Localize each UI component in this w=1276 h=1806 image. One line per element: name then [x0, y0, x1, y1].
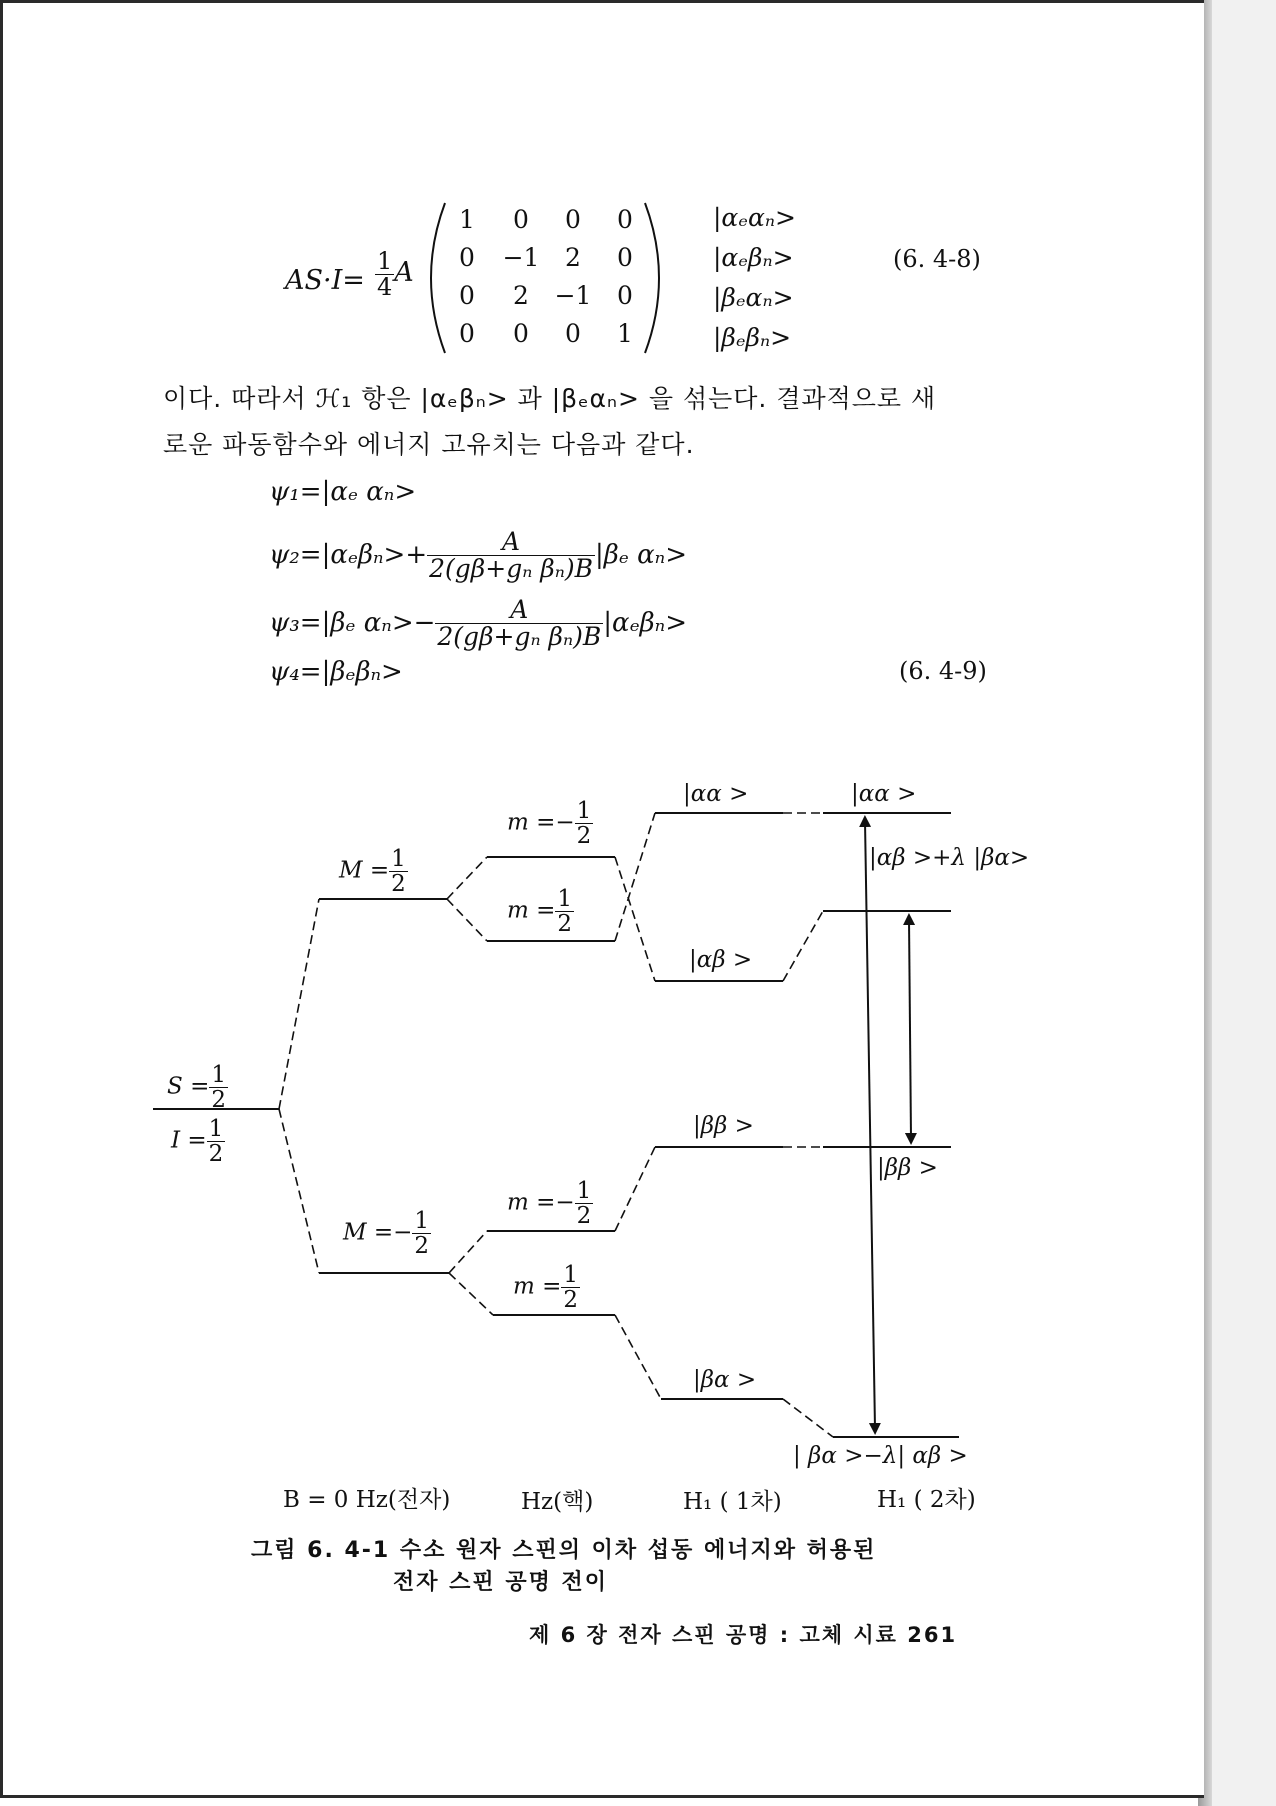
spin-I-label: I = $\frac{1}{2}$: [171, 1116, 224, 1168]
psi4-equation: ψ₄=|βₑβₙ>: [269, 657, 403, 687]
paragraph-line: 로운 파동함수와 에너지 고유치는 다음과 같다.: [163, 430, 695, 459]
matrix-cell: 2: [513, 281, 529, 310]
page-footer: 제 6 장 전자 스핀 공명 : 고체 시료 261: [529, 1623, 958, 1647]
matrix-cell: 0: [617, 205, 633, 234]
transition-arrow-2: [909, 919, 911, 1139]
m-plus-label-upper: m = $\frac{1}{2}$: [507, 886, 573, 938]
matrix-cell: 0: [617, 243, 633, 272]
M-plus-label: M = $\frac{1}{2}$: [339, 846, 406, 898]
m-plus-label-lower: m = $\frac{1}{2}$: [513, 1262, 579, 1314]
axis-label-zeeman-electron: B = 0 Hz(전자): [283, 1487, 451, 1513]
matrix-cell: 0: [459, 281, 475, 310]
matrix-cell: 0: [459, 319, 475, 348]
psi3-equation: ψ₃=|βₑ αₙ>− $\frac{A}{\text{2(gβ+gₙ βₙ)B}}$ |αₑβₙ>: [269, 595, 687, 652]
axis-label-zeeman-nuclear: Hz(핵): [521, 1489, 594, 1515]
basis-ket: |βₑαₙ>: [713, 283, 794, 312]
matrix-cell: 1: [459, 205, 475, 234]
m-minus-label-upper: m =− $\frac{1}{2}$: [507, 798, 592, 850]
matrix-cell: 0: [513, 205, 529, 234]
ket-bb-first-order: |ββ >: [693, 1113, 754, 1139]
matrix-cell: 0: [565, 319, 581, 348]
psi1-equation: ψ₁=|αₑ αₙ>: [269, 477, 417, 507]
ket-ab-mixed: |αβ >+λ |βα>: [869, 845, 1030, 871]
matrix-cell: 0: [459, 243, 475, 272]
matrix-cell: 2: [565, 243, 581, 272]
matrix-cell: 0: [565, 205, 581, 234]
matrix-cell: 0: [617, 281, 633, 310]
transition-arrow-1: [865, 821, 875, 1429]
basis-ket: |αₑαₙ>: [713, 203, 796, 232]
ket-bb-second-order: |ββ >: [877, 1155, 938, 1181]
paragraph-line: 이다. 따라서 ℋ₁ 항은 |αₑβₙ> 과 |βₑαₙ> 을 섞는다. 결과적으로 새: [163, 384, 937, 413]
M-minus-label: M =− $\frac{1}{2}$: [343, 1208, 430, 1260]
basis-ket: |αₑβₙ>: [713, 243, 794, 272]
equation-number: (6. 4-8): [893, 245, 981, 273]
energy-level-diagram: [3, 3, 1207, 1563]
m-minus-label-lower: m =− $\frac{1}{2}$: [507, 1178, 592, 1230]
matrix-cell: 0: [513, 319, 529, 348]
matrix-cell: −1: [554, 281, 592, 310]
equation-number: (6. 4-9): [899, 657, 987, 685]
ket-aa-second-order: |αα >: [851, 781, 917, 807]
matrix-cell: −1: [502, 243, 540, 272]
spin-S-label: S = $\frac{1}{2}$: [167, 1062, 226, 1114]
matrix-cell: 1: [617, 319, 633, 348]
basis-ket: |βₑβₙ>: [713, 323, 792, 352]
ket-ab-first-order: |αβ >: [689, 947, 753, 973]
psi2-equation: ψ₂=|αₑβₙ>+ $\frac{A}{\text{2(gβ+gₙ βₙ)B}}$ |βₑ αₙ>: [269, 527, 687, 584]
ket-ba-first-order: |βα >: [693, 1367, 757, 1393]
figure-caption-line: 전자 스핀 공명 전이: [393, 1570, 608, 1595]
ket-aa-first-order: |αα >: [683, 781, 749, 807]
ket-ba-mixed: | βα >−λ| αβ >: [793, 1443, 968, 1469]
axis-label-first-order: H₁ ( 1차): [683, 1489, 782, 1515]
figure-caption-line: 그림 6. 4-1 수소 원자 스핀의 이차 섭동 에너지와 허용된: [251, 1538, 877, 1563]
eq648-coef: $\frac{1}{4}$ A: [377, 247, 414, 302]
page-shadow: [1212, 0, 1276, 1806]
eq648-lhs: AS·I=: [285, 265, 365, 296]
axis-label-second-order: H₁ ( 2차): [877, 1487, 976, 1513]
